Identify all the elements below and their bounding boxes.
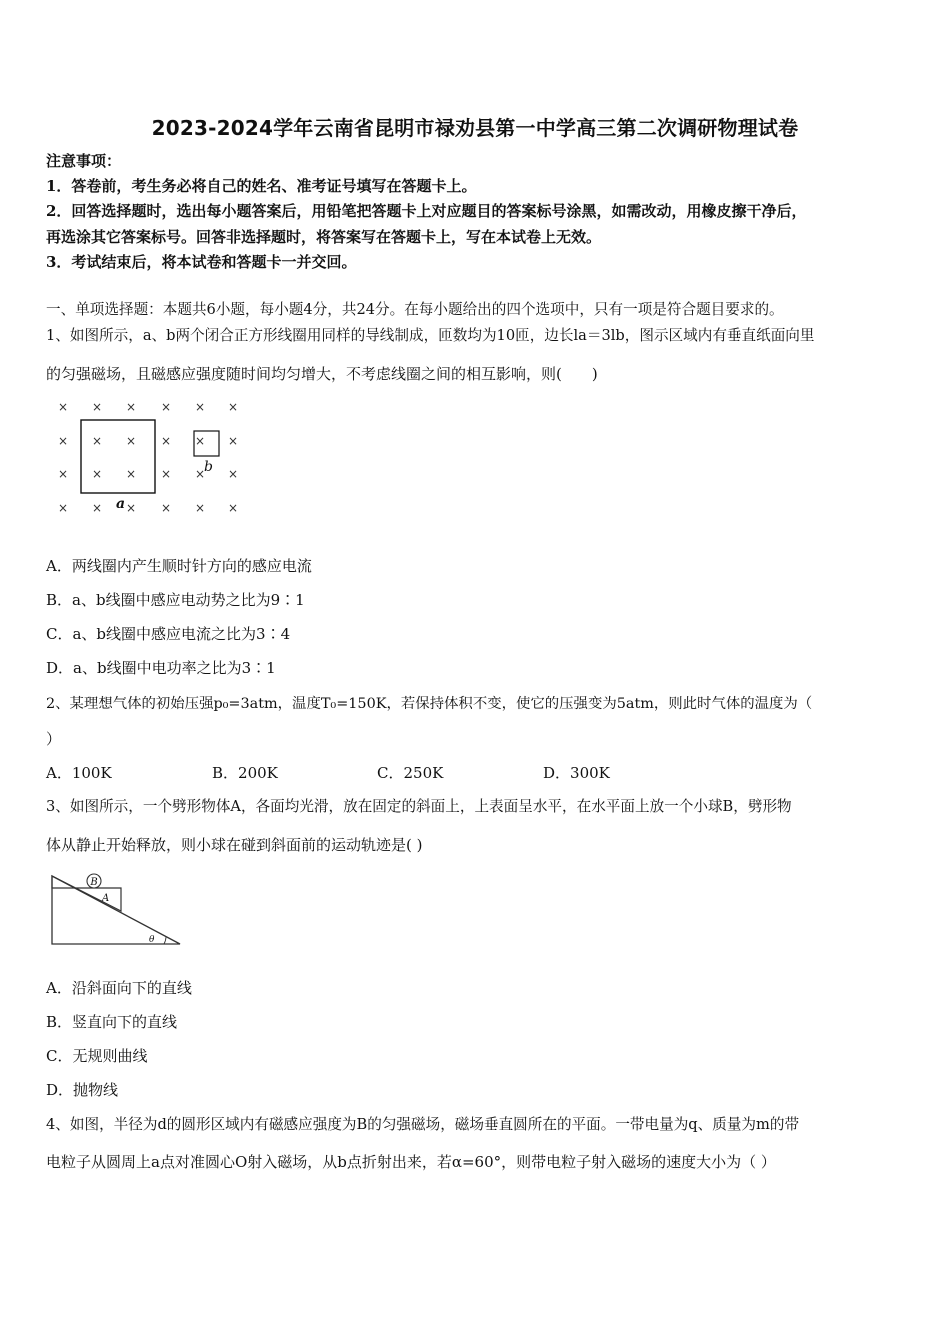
notice-item-3: 3．考试结束后，将本试卷和答题卡一并交回。 (46, 253, 357, 271)
q1-figure (50, 395, 250, 520)
field-mark: × (227, 467, 239, 481)
q1-stem-line2: 的匀强磁场，且磁感应强度随时间均匀增大，不考虑线圈之间的相互影响，则( ) (46, 365, 598, 383)
q3-option-d: D．抛物线 (46, 1081, 119, 1099)
ball-label: B (90, 877, 98, 888)
field-mark: × (194, 467, 206, 481)
field-mark: × (194, 434, 206, 448)
wedge-label: A (102, 893, 110, 904)
q2-stem-line1: 2、某理想气体的初始压强p₀=3atm，温度T₀=150K，若保持体积不变，使它的压强变为5atm，则此时气体的温度为（ (46, 696, 813, 712)
notice-item-2: 2．回答选择题时，选出每小题答案后，用铅笔把答题卡上对应题目的答案标号涂黑，如需改动，用橡皮擦干净后， (46, 202, 807, 220)
q3-option-b: B．竖直向下的直线 (46, 1013, 178, 1031)
field-mark: × (227, 434, 239, 448)
q2-option-b: B．200K (212, 764, 278, 782)
field-mark: × (160, 501, 172, 515)
notice-heading: 注意事项： (46, 152, 122, 170)
q4-stem-line2: 电粒子从圆周上a点对准圆心O射入磁场，从b点折射出来，若α=60°，则带电粒子射入磁场的速度大小为（ ） (46, 1153, 776, 1171)
q4-stem-line1: 4、如图，半径为d的圆形区域内有磁感应强度为B的匀强磁场，磁场垂直圆所在的平面。一带电量为q、质量为m的带 (46, 1116, 800, 1133)
notice-item-1: 1．答卷前，考生务必将自己的姓名、准考证号填写在答题卡上。 (46, 177, 477, 195)
q3-stem-line1: 3、如图所示，一个劈形物体A，各面均光滑，放在固定的斜面上，上表面呈水平，在水平面上放一个小球B，劈形物 (46, 798, 792, 815)
coil-a (81, 420, 155, 493)
q1-option-c: C．a、b线圈中感应电流之比为3∶4 (46, 625, 291, 643)
q3-option-a: A．沿斜面向下的直线 (46, 979, 192, 997)
q3-figure (48, 868, 188, 950)
field-mark: × (125, 400, 137, 414)
field-mark: × (91, 467, 103, 481)
q1-option-b: B．a、b线圈中感应电动势之比为9∶1 (46, 591, 305, 609)
field-mark: × (57, 400, 69, 414)
notice-item-2-cont: 再选涂其它答案标号。回答非选择题时，将答案写在答题卡上，写在本试卷上无效。 (46, 228, 602, 246)
coil-a-label: a (116, 496, 126, 512)
field-mark: × (57, 467, 69, 481)
q3-stem-line2: 体从静止开始释放，则小球在碰到斜面前的运动轨迹是( ) (46, 836, 423, 854)
field-mark: × (160, 400, 172, 414)
angle-label: θ (149, 935, 155, 945)
field-mark: × (227, 400, 239, 414)
q1-stem-line1: 1、如图所示，a、b两个闭合正方形线圈用同样的导线制成，匝数均为10匝，边长la＝3lb，图示区域内有垂直纸面向里 (46, 327, 815, 344)
page-title: 2023-2024学年云南省昆明市禄劝县第一中学高三第二次调研物理试卷 (151, 116, 799, 140)
q1-option-d: D．a、b线圈中电功率之比为3∶1 (46, 659, 276, 677)
field-mark: × (194, 501, 206, 515)
q3-option-c: C．无规则曲线 (46, 1047, 148, 1065)
section-heading: 一、单项选择题：本题共6小题，每小题4分，共24分。在每小题给出的四个选项中，只有一项是符合题目要求的。 (46, 301, 784, 318)
field-mark: × (125, 467, 137, 481)
field-mark: × (57, 434, 69, 448)
angle-arc (164, 937, 166, 944)
field-mark: × (160, 467, 172, 481)
field-mark: × (57, 501, 69, 515)
field-mark: × (91, 501, 103, 515)
q1-option-a: A．两线圈内产生顺时针方向的感应电流 (46, 557, 312, 575)
coil-b-label: b (204, 459, 213, 475)
field-mark: × (125, 501, 137, 515)
field-mark: × (91, 400, 103, 414)
field-mark: × (125, 434, 137, 448)
field-mark: × (160, 434, 172, 448)
q2-stem-line2: ） (46, 730, 62, 748)
q2-option-c: C．250K (377, 764, 444, 782)
field-mark: × (91, 434, 103, 448)
q2-option-a: A．100K (46, 764, 112, 782)
field-mark: × (194, 400, 206, 414)
q2-option-d: D．300K (543, 764, 610, 782)
field-mark: × (227, 501, 239, 515)
